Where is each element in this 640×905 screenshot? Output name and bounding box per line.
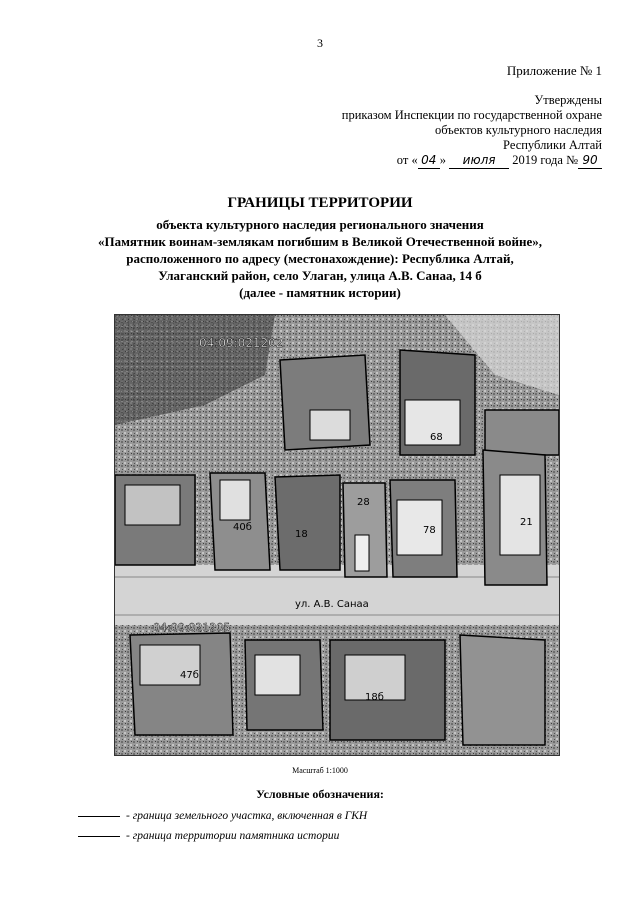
approval-line-1: Утверждены (534, 93, 602, 107)
lot-18 (275, 475, 340, 570)
approval-date-line (282, 153, 602, 169)
aerial-map (114, 314, 560, 756)
year-text: 2019 года № (512, 153, 578, 167)
legend-line-icon (78, 816, 120, 817)
title-heading: ГРАНИЦЫ ТЕРРИТОРИИ (227, 195, 413, 211)
approval-line-2: приказом Инспекции по государственной охране (341, 108, 602, 122)
legend-line-icon (78, 836, 120, 837)
map-svg (115, 315, 559, 755)
title-line-5: (далее - памятник истории) (239, 285, 401, 300)
legend-item-label: - граница земельного участка, включенная в ГКН (126, 810, 368, 822)
title-line-4: Улаганский район, село Улаган, улица А.В. Санаа, 14 б (158, 268, 482, 283)
approval-line-4: Республики Алтай (503, 138, 602, 152)
legend-item-cadastral (78, 810, 367, 822)
legend-item-monument (78, 830, 339, 842)
lot-upper-right (485, 410, 559, 455)
document-title (40, 195, 600, 301)
lot-number-21: 21 (520, 517, 533, 528)
handwritten-number: 90 (578, 153, 602, 169)
map-scale: Масштаб 1:1000 (292, 766, 348, 775)
street-label: ул. А.В. Санаа (295, 599, 369, 610)
handwritten-month: июля (449, 153, 509, 169)
appendix-label: Приложение № 1 (506, 63, 602, 78)
approval-block (282, 93, 602, 169)
cadastral-bottom-label: 04:09:021205 (153, 621, 231, 634)
lot-number-68: 68 (430, 432, 443, 443)
date-prefix: от « (396, 153, 418, 167)
lot-number-40b: 40б (233, 522, 252, 533)
lot-lower-right (460, 635, 545, 745)
approval-line-3: объектов культурного наследия (435, 123, 602, 137)
lot-number-78: 78 (423, 525, 436, 536)
lot-number-18: 18 (295, 529, 308, 540)
lot-number-18b: 18б (365, 692, 384, 703)
handwritten-day: 04 (418, 153, 440, 169)
cadastral-top-label: 04:09:021202 (199, 336, 284, 350)
legend-item-label: - граница территории памятника истории (126, 830, 340, 842)
page-number: 3 (317, 36, 323, 50)
monument-site (355, 535, 369, 571)
lot-number-28: 28 (357, 497, 370, 508)
title-line-3: расположенного по адресу (местонахождение): Республика Алтай, (126, 251, 514, 266)
title-line-2: «Памятник воинам-землякам погибшим в Великой Отечественной войне», (97, 234, 543, 249)
title-line-1: объекта культурного наследия регионального значения (156, 217, 484, 232)
legend-title: Условные обозначения: (256, 787, 384, 801)
lot-number-47b: 47б (180, 670, 199, 681)
day-suffix: » (439, 153, 446, 167)
